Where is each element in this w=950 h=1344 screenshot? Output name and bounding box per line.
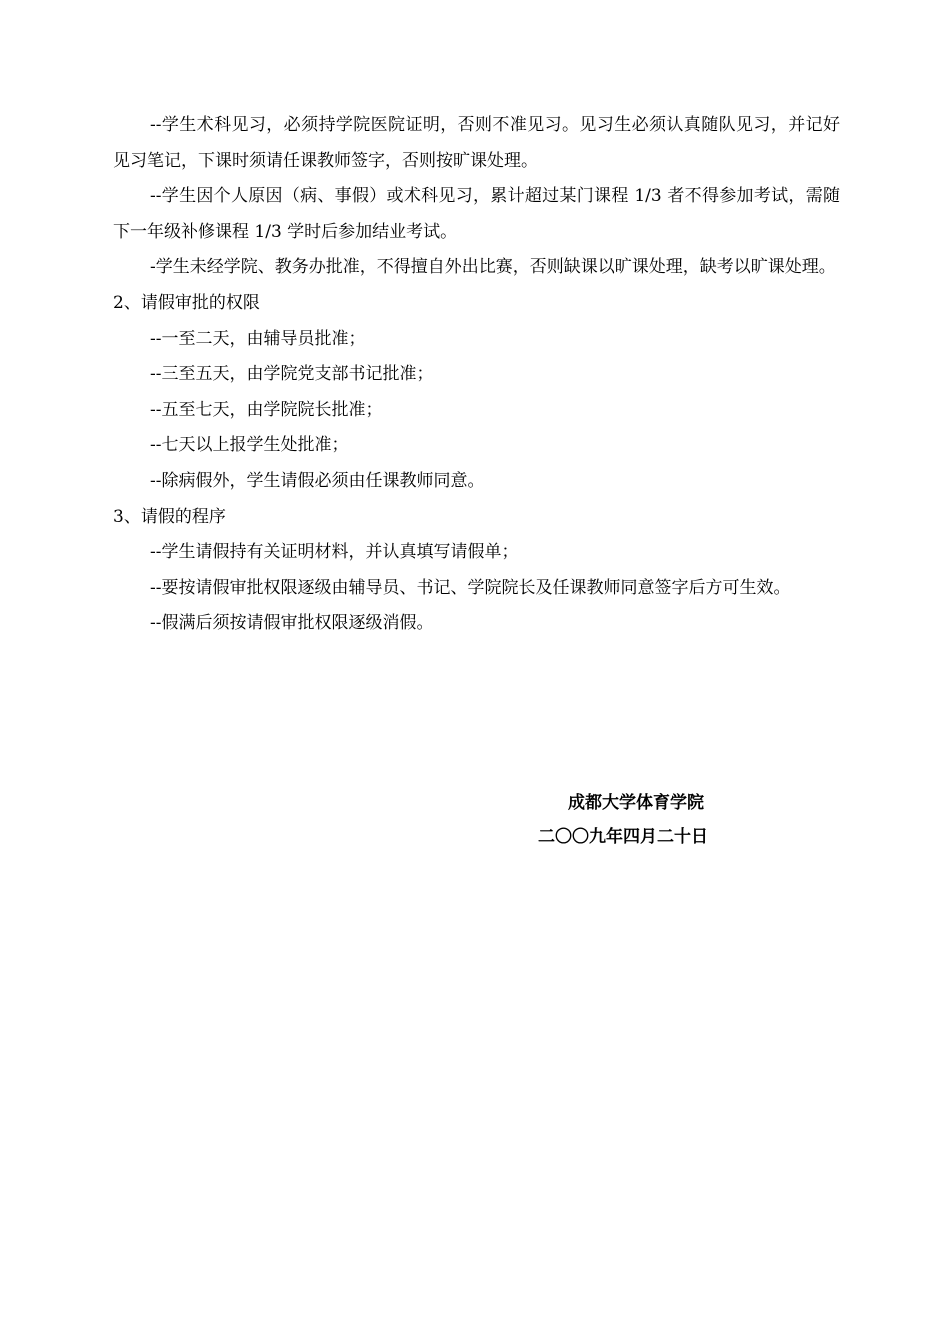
paragraph-external-competition: -学生未经学院、教务办批准，不得擅自外出比赛，否则缺课以旷课处理，缺考以旷课处理。 [150, 257, 836, 278]
list-item: --学生请假持有关证明材料，并认真填写请假单； [150, 542, 519, 563]
signature-block [538, 786, 738, 854]
list-item: --一至二天，由辅导员批准； [150, 328, 366, 349]
list-item: --七天以上报学生处批准； [150, 435, 349, 456]
section-heading-leave-procedure: 3、请假的程序 [113, 506, 226, 527]
signature-date: 二〇〇九年四月二十日 [538, 827, 708, 847]
list-item: --五至七天，由学院院长批准； [150, 399, 383, 420]
section-heading-approval-authority: 2、请假审批的权限 [113, 292, 260, 313]
paragraph-exam-eligibility: --学生因个人原因（病、事假）或术科见习，累计超过某门课程 1/3 者不得参加考试，需随下一年级补修课程 1/3 学时后参加结业考试。 [113, 186, 840, 242]
list-item: --除病假外，学生请假必须由任课教师同意。 [150, 470, 485, 491]
list-item: --三至五天，由学院党支部书记批准； [150, 364, 434, 385]
list-item: --要按请假审批权限逐级由辅导员、书记、学院院长及任课教师同意签字后方可生效。 [150, 577, 791, 598]
document-body [113, 108, 840, 642]
paragraph-practice-observation: --学生术科见习，必须持学院医院证明，否则不准见习。见习生必须认真随队见习，并记好见习笔记，下课时须请任课教师签字，否则按旷课处理。 [113, 115, 840, 171]
list-item: --假满后须按请假审批权限逐级消假。 [150, 613, 434, 634]
signature-organization: 成都大学体育学院 [568, 793, 704, 813]
